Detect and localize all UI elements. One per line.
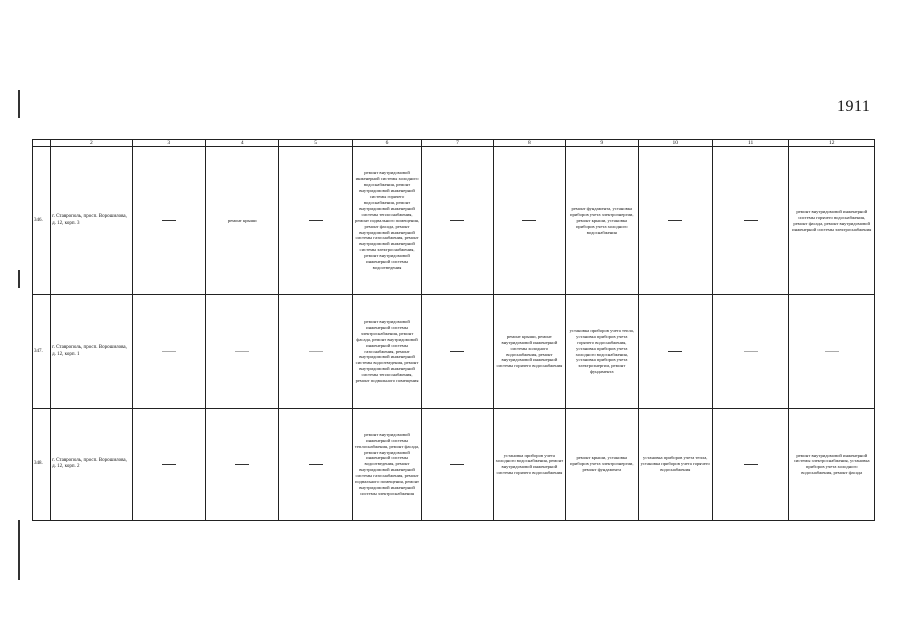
page-number: 1911 — [837, 98, 871, 115]
column-header-5: 5 — [279, 140, 352, 147]
cell-col4: ремонт крыши — [205, 147, 278, 295]
cell-col6: ремонт внутридомовой инженерной системы холодного водоснабжения, ремонт внутридомовой инженерной системы горячего водоснабжения, ремонт внутридомовой инженерной системы теплоснабжения, ремонт подвального помещения, ремонт фасада, ремонт внутридомовой инженерной системы газоснабжения, ремонт внутридомовой инженерной системы электроснабжения, ремонт внутридомовой инженерной системы водоотведения — [352, 147, 421, 295]
cell-col7 — [422, 295, 493, 408]
empty-dash — [162, 464, 176, 465]
column-header-11: 11 — [712, 140, 788, 147]
cell-col3 — [132, 408, 205, 520]
cell-col4 — [205, 295, 278, 408]
cell-col8: ремонт крыши, ремонт внутридомовой инженерной системы холодного водоснабжения, ремонт внутридомовой инженерной системы горячего водоснабжения — [493, 295, 565, 408]
cell-col5 — [279, 408, 352, 520]
empty-dash — [450, 351, 464, 352]
empty-dash — [235, 464, 249, 465]
cell-col12 — [789, 295, 875, 408]
row-number: 348. — [33, 408, 51, 520]
empty-dash — [668, 220, 682, 221]
cell-col10 — [638, 147, 712, 295]
cell-col12: ремонт внутридомовой инженерной системы электроснабжения, установка приборов учета холодного водоснабжения, ремонт фасада — [789, 408, 875, 520]
column-number-row — [33, 140, 875, 147]
scan-edge-mark — [18, 90, 20, 118]
cell-col4 — [205, 408, 278, 520]
column-header-4: 4 — [205, 140, 278, 147]
cell-col11 — [712, 295, 788, 408]
cell-col9: установка приборов учета тепла, установка приборов учета горячего водоснабжения, установка приборов учета холодного водоснабжения, установка приборов учета электроэнергии, ремонт фундамента — [566, 295, 638, 408]
column-header-9: 9 — [566, 140, 638, 147]
cell-col9: ремонт фундамента, установка приборов учета электроэнергии, ремонт крыши, установка приборов учета холодного водоснабжения — [566, 147, 638, 295]
empty-dash — [744, 464, 758, 465]
cell-col10: установка приборов учета тепла, установка приборов учета горячего водоснабжения — [638, 408, 712, 520]
cell-col6: ремонт внутридомовой инженерной системы электроснабжения, ремонт фасада, ремонт внутридомовой инженерной системы газоснабжения, ремонт внутридомовой инженерной системы водоотведения, ремонт внутридомовой инженерной системы теплоснабжения, ремонт подвального помещения — [352, 295, 421, 408]
column-header-1 — [33, 140, 51, 147]
row-address: г. Ставрополь, просп. Ворошилова, д. 12, корп. 2 — [51, 408, 132, 520]
empty-dash — [668, 351, 682, 352]
column-header-6: 6 — [352, 140, 421, 147]
row-address: г. Ставрополь, просп. Ворошилова, д. 12, корп. 1 — [51, 295, 132, 408]
cell-col11 — [712, 147, 788, 295]
works-table — [32, 139, 875, 521]
cell-col5 — [279, 147, 352, 295]
empty-dash — [309, 220, 323, 221]
empty-dash — [450, 464, 464, 465]
cell-col8: установка приборов учета холодного водоснабжения, ремонт внутридомовой инженерной системы горячего водоснабжения — [493, 408, 565, 520]
cell-col3 — [132, 147, 205, 295]
column-header-10: 10 — [638, 140, 712, 147]
cell-col11 — [712, 408, 788, 520]
cell-col6: ремонт внутридомовой инженерной системы теплоснабжения, ремонт фасада, ремонт внутридомовой инженерной системы водоотведения, ремонт внутридомовой инженерной системы газоснабжения, ремонт подвального помещения, ремонт внутридомовой инженерной системы электроснабжения — [352, 408, 421, 520]
row-address: г. Ставрополь, просп. Ворошилова, д. 12, корп. 3 — [51, 147, 132, 295]
scan-edge-mark — [18, 520, 20, 580]
empty-dash — [162, 351, 176, 352]
column-header-7: 7 — [422, 140, 493, 147]
empty-dash — [162, 220, 176, 221]
column-header-12: 12 — [789, 140, 875, 147]
table-row — [33, 295, 875, 408]
cell-col9: ремонт крыши, установка приборов учета электроэнергии, ремонт фундамента — [566, 408, 638, 520]
scan-edge-mark — [18, 270, 20, 288]
cell-col8 — [493, 147, 565, 295]
cell-col12: ремонт внутридомовой инженерной системы горячего водоснабжения, ремонт фасада, ремонт внутридомовой инженерной системы электроснабжения — [789, 147, 875, 295]
empty-dash — [522, 220, 536, 221]
empty-dash — [744, 220, 758, 221]
cell-col5 — [279, 295, 352, 408]
empty-dash — [309, 464, 323, 465]
cell-col7 — [422, 147, 493, 295]
cell-col7 — [422, 408, 493, 520]
table-row — [33, 408, 875, 520]
row-number: 347. — [33, 295, 51, 408]
cell-col3 — [132, 295, 205, 408]
column-header-8: 8 — [493, 140, 565, 147]
table-row — [33, 147, 875, 295]
row-number: 346. — [33, 147, 51, 295]
empty-dash — [825, 351, 839, 352]
empty-dash — [450, 220, 464, 221]
empty-dash — [744, 351, 758, 352]
empty-dash — [309, 351, 323, 352]
column-header-3: 3 — [132, 140, 205, 147]
column-header-2: 2 — [51, 140, 132, 147]
empty-dash — [235, 351, 249, 352]
cell-col10 — [638, 295, 712, 408]
